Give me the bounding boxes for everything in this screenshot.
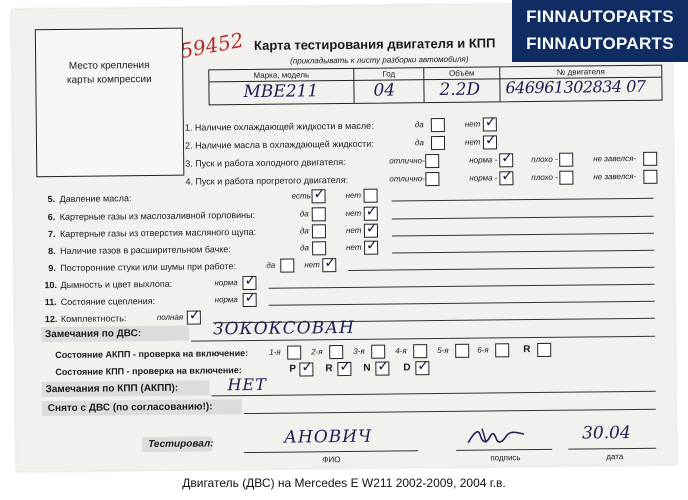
akpp-gear-1: 1-я — [269, 347, 281, 357]
q11-number: 11. — [44, 297, 57, 308]
q7-opt-yes: да — [299, 226, 309, 236]
q3-excellent-checkbox[interactable] — [425, 154, 439, 168]
q3-bad-checkbox[interactable] — [559, 153, 573, 167]
akpp-gear-4-checkbox[interactable] — [413, 344, 427, 358]
q2-no-checkbox[interactable]: ✓ — [484, 132, 497, 149]
akpp-gear-3: 3-я — [353, 346, 365, 356]
q9-yes-checkbox[interactable] — [280, 259, 294, 273]
gearbox-remarks-label: Замечания по КПП (АКПП): — [45, 382, 179, 396]
akpp-gear-2-checkbox[interactable] — [329, 345, 343, 359]
q8-writein-line — [392, 250, 654, 254]
q4-opt-nostart: не завелся- — [593, 171, 637, 182]
q1-opt-yes: да — [414, 120, 424, 130]
engine-remarks-label: Замечания по ДВС: — [44, 328, 142, 341]
stamp-number: 59452 — [178, 27, 246, 64]
kpp-gear-d-checkbox[interactable]: ✓ — [417, 358, 430, 375]
q3-opt-normal: норма - — [469, 155, 498, 165]
q10-normal-checkbox[interactable]: ✓ — [244, 272, 257, 290]
q10-number: 10. — [44, 280, 58, 291]
q5-number: 5. — [47, 194, 56, 205]
date-value: 30.04 — [581, 423, 631, 444]
fio-line — [244, 450, 418, 453]
q1-yes-checkbox[interactable] — [431, 118, 445, 132]
q4-bad-checkbox[interactable] — [559, 171, 573, 185]
tested-label: Тестировал: — [148, 438, 214, 451]
q10-writein-line — [269, 284, 655, 289]
q4-opt-excellent: отлично- — [389, 174, 426, 184]
watermark-line-2: FINNAUTOPARTS — [526, 34, 674, 53]
q1-number: 1. — [184, 122, 193, 133]
q6-writein-line — [392, 216, 654, 220]
q9-opt-no: нет — [304, 260, 320, 270]
header-volume: Объём — [448, 68, 475, 78]
value-model: MBE211 — [243, 81, 319, 103]
q5-opt-yes: есть — [291, 191, 311, 201]
compressor-label-line1: Место крепления — [68, 60, 150, 72]
q5-no-checkbox[interactable] — [363, 189, 377, 203]
q7-no-checkbox[interactable]: ✓ — [365, 220, 378, 237]
value-engine-no: 646961302834 07 — [505, 76, 646, 98]
q9-text: Посторонние стуки или шумы при работе: — [60, 261, 237, 273]
akpp-gear-4: 4-я — [395, 346, 407, 356]
gearbox-remarks-line — [212, 391, 656, 397]
q10-text: Дымность и цвет выхлопа: — [60, 278, 173, 290]
q11-text: Состояние сцепления: — [60, 295, 156, 307]
q8-number: 8. — [48, 246, 56, 257]
tester-name: АНОВИЧ — [283, 426, 373, 448]
header-model: Марка, модель — [253, 70, 310, 80]
akpp-gear-r-checkbox[interactable] — [537, 343, 551, 357]
q12-number: 12. — [44, 314, 58, 325]
header-year: Год — [382, 69, 396, 79]
q12-full-checkbox[interactable]: ✓ — [188, 307, 201, 324]
q3-normal-checkbox[interactable]: ✓ — [501, 150, 514, 167]
gearbox-remarks-value: НЕТ — [227, 374, 267, 395]
q9-no-checkbox[interactable]: ✓ — [324, 255, 337, 272]
q5-opt-no: нет — [345, 190, 362, 200]
q8-opt-yes: да — [300, 243, 310, 253]
q1-opt-no: нет — [464, 119, 481, 129]
date-label: дата — [606, 452, 624, 462]
q4-number: 4. — [185, 176, 193, 187]
akpp-gear-6-checkbox[interactable] — [495, 343, 509, 357]
kpp-label: Состояние КПП - проверка на включение: — [55, 365, 242, 378]
q6-text: Картерные газы из маслозаливной горловины: — [59, 209, 256, 222]
q2-yes-checkbox[interactable] — [431, 136, 445, 150]
q4-text: Пуск и работа прогретого двигателя: — [195, 174, 349, 187]
signature-line — [456, 449, 552, 451]
finnautoparts-watermark — [512, 0, 688, 62]
q12-opt-full: полная — [156, 312, 184, 322]
q11-writein-line — [269, 301, 655, 306]
q8-text: Наличие газов в расширительном бачке: — [60, 244, 231, 256]
value-volume: 2.2D — [439, 79, 481, 100]
fio-label: ФИО — [322, 455, 341, 465]
q11-opt-normal: норма — [214, 295, 238, 305]
q2-text: Наличие масла в охлаждающей жидкости: — [194, 138, 374, 151]
image-caption: Двигатель (ДВС) на Mercedes E W211 2002-2009, 2004 г.в. — [182, 476, 506, 490]
vehicle-table — [208, 65, 662, 106]
q4-opt-bad: плохо - — [531, 172, 558, 183]
watermark-line-1: FINNAUTOPARTS — [526, 7, 674, 26]
q7-number: 7. — [47, 229, 56, 240]
akpp-gear-1-checkbox[interactable] — [287, 345, 301, 359]
q6-no-checkbox[interactable]: ✓ — [365, 203, 378, 220]
q2-opt-yes: да — [414, 138, 424, 148]
kpp-gear-r: R — [325, 363, 333, 375]
q5-yes-checkbox[interactable]: ✓ — [313, 186, 326, 203]
q9-number: 9. — [48, 263, 56, 274]
q3-text: Пуск и работа холодного двигателя: — [195, 156, 346, 169]
compressor-label-line2: карты компрессии — [66, 74, 152, 86]
q11-normal-checkbox[interactable]: ✓ — [244, 289, 257, 307]
kpp-gear-p: P — [289, 363, 297, 375]
akpp-gear-6: 6-я — [477, 345, 489, 355]
test-card-sheet — [12, 3, 677, 472]
q9-opt-yes: да — [266, 260, 276, 270]
q7-text: Картерные газы из отверстия масляного щупа: — [59, 226, 257, 239]
akpp-label: Состояние АКПП - проверка на включение: — [55, 348, 249, 361]
q7-writein-line — [392, 233, 654, 237]
removed-line — [244, 409, 656, 414]
akpp-gear-3-checkbox[interactable] — [371, 345, 385, 359]
q6-opt-yes: да — [299, 209, 309, 219]
q3-nostart-checkbox[interactable] — [643, 152, 657, 166]
q8-no-checkbox[interactable]: ✓ — [366, 237, 378, 254]
akpp-gear-2: 2-я — [311, 347, 323, 357]
kpp-gear-r-checkbox[interactable]: ✓ — [339, 358, 352, 376]
akpp-gear-5-checkbox[interactable] — [455, 344, 469, 358]
value-year: 04 — [373, 80, 396, 101]
q4-excellent-checkbox[interactable] — [425, 172, 439, 186]
q3-opt-excellent: отлично- — [389, 156, 425, 166]
kpp-gear-n: N — [363, 362, 371, 374]
q12-text: Комплектность: — [60, 313, 127, 324]
q2-opt-no: нет — [464, 137, 481, 147]
q4-opt-normal: норма - — [469, 173, 498, 183]
signature-mark — [464, 424, 528, 451]
q1-text: Наличие охлаждающей жидкости в масле: — [194, 120, 374, 133]
q2-number: 2. — [184, 140, 193, 151]
q8-opt-no: нет — [346, 242, 362, 252]
q3-opt-bad: плохо - — [531, 154, 558, 165]
q3-number: 3. — [185, 158, 193, 169]
card-title: Карта тестирования двигателя и КПП — [253, 35, 496, 53]
q10-opt-normal: норма — [214, 278, 238, 288]
akpp-gear-5: 5-я — [437, 345, 449, 356]
q3-opt-nostart: не завелся- — [593, 153, 637, 164]
compressor-card-box — [35, 28, 185, 178]
kpp-gear-p-checkbox[interactable]: ✓ — [301, 359, 314, 376]
kpp-gear-n-checkbox[interactable]: ✓ — [377, 358, 390, 375]
q4-nostart-checkbox[interactable] — [643, 170, 657, 184]
q5-writein-line — [392, 198, 654, 202]
header-engine-no: № двигателя — [556, 67, 605, 77]
engine-remarks-value: ЗОКОКСОВАН — [212, 317, 355, 340]
akpp-gear-r: R — [523, 344, 531, 356]
q1-no-checkbox[interactable]: ✓ — [484, 114, 497, 131]
q7-opt-no: нет — [345, 225, 362, 235]
q7-yes-checkbox[interactable] — [312, 224, 326, 238]
kpp-gear-d: D — [403, 362, 411, 374]
q9-writein-line — [348, 267, 654, 271]
signature-label: подпись — [490, 453, 521, 463]
q8-yes-checkbox[interactable] — [312, 241, 326, 255]
q6-opt-no: нет — [345, 208, 362, 218]
removed-label: Снято с ДВС (по согласованию!): — [47, 401, 213, 415]
q6-number: 6. — [47, 212, 56, 223]
card-subtitle: (прикладывать к листу разборки автомобиля) — [290, 54, 469, 66]
date-line — [568, 448, 656, 450]
q4-normal-checkbox[interactable]: ✓ — [501, 168, 514, 185]
q5-text: Давление масла: — [59, 193, 132, 204]
q6-yes-checkbox[interactable] — [312, 207, 326, 221]
